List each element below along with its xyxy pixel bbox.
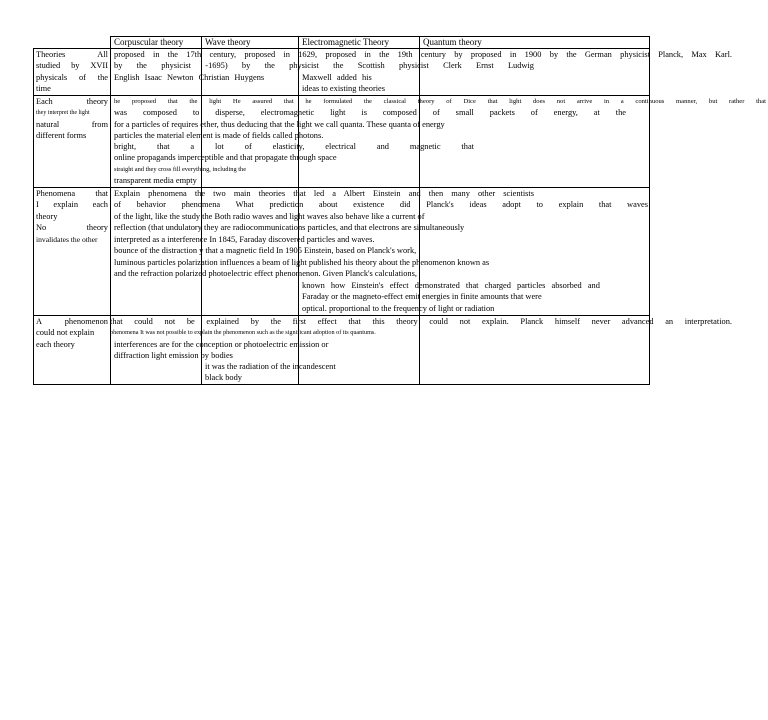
row-3-label: No theory: [36, 223, 108, 232]
row-1-label: physicals of the: [36, 73, 108, 82]
row-4-line: black body: [205, 373, 242, 382]
row-2-line: particles the material element is made of fields called photons.: [114, 131, 324, 140]
row-1-line: English Isaac Newton Christian Huygens: [114, 73, 265, 82]
row-3-line: of the light, like the study the Both radio waves and light waves also behave like a current of: [114, 212, 425, 221]
row-3-line: optical. proportional to the frequency of light or radiation: [302, 304, 495, 313]
row-3-line: bounce of the distraction y that a magnetic field In 1905 Einstein, based on Planck's work,: [114, 246, 417, 255]
row-3-label: theory: [36, 212, 58, 221]
col-border-right: [649, 36, 650, 385]
row-4-label: could not explain: [36, 328, 95, 337]
row-3-line: known how Einstein's effect demonstrated that charged particles absorbed and: [302, 281, 600, 290]
row-2-label: they interpret the light: [36, 110, 90, 116]
row-4-line: phenomena It was not possible to explain the phenomenon such as the significant adoption of its quantums.: [110, 329, 376, 336]
row-2-bottom-border: [33, 187, 649, 188]
header-corpuscular-theory: Corpuscular theory: [114, 37, 184, 47]
row-1-line: proposed in the 17th century, proposed in 1629, proposed in the 19th century by proposed in 1900 by the German physicist Planck, Max Karl.: [114, 50, 732, 59]
row-3-line: interpreted as a interference In 1845, Faraday discovered particles and waves.: [114, 235, 375, 244]
row-2-line: he proposed that the light He assured that he formulated the classical theory of Dice that light does not arrive in a continuous manner, but rather that: [114, 98, 766, 105]
row-2-line: transparent media empty: [114, 176, 197, 185]
row-2-line: straight and they cross fill everything, including the: [114, 166, 247, 173]
row-3-line: and the refraction polarized photoelectric effect phenomenon. Given Planck's calculations,: [114, 269, 417, 278]
row-2-line: was composed to disperse, electromagnetic light is composed of small packets of energy, at the: [114, 108, 626, 117]
row-2-label: natural from: [36, 120, 108, 129]
row-3-bottom-border: [33, 315, 649, 316]
row-2-line: for a particles of requires ether, thus deducing that the light we call quanta. These quanta of energy: [114, 120, 445, 129]
row-4-line: it was the radiation of the incandescent: [205, 362, 336, 371]
row-1-label: Theories All: [36, 50, 108, 59]
header-electromagnetic-theory: Electromagnetic Theory: [302, 37, 390, 47]
row-3-line: Faraday or the magneto-effect emit energies in finite amounts that were: [302, 292, 542, 301]
row-3-line: reflection (that undulatory they are radiocommunications particles, and that electrons are simultaneously: [114, 223, 465, 232]
header-bottom-border: [33, 48, 649, 49]
header-quantum-theory: Quantum theory: [423, 37, 482, 47]
row-4-line: that could not be explained by the first effect that this theory could not explain. Planck himself never advanced an interpretation.: [110, 317, 732, 326]
row-3-label: I explain each: [36, 200, 108, 209]
col-border-4: [419, 36, 420, 385]
row-4-line: interferences are for the conception or photoelectric emission or: [114, 340, 329, 349]
row-4-line: diffraction light emission by bodies: [114, 351, 233, 360]
row-1-label: studied by XVII: [36, 61, 108, 70]
row-3-label: Phenomena that: [36, 189, 108, 198]
row-4-label: each theory: [36, 340, 75, 349]
header-wave-theory: Wave theory: [205, 37, 251, 47]
row-2-line: online propagands imperceptible and that propagate through space: [114, 153, 337, 162]
row-2-label: different forms: [36, 131, 87, 140]
row-3-line: of behavior phenomena What prediction about existence did Planck's ideas adopt to explain that waves: [114, 200, 648, 209]
row-3-line: Explain phenomena the two main theories that led a Albert Einstein and then many other scientists: [114, 189, 534, 198]
row-4-label: A phenomenon: [36, 317, 108, 326]
row-1-line: Maxwell added his: [302, 73, 372, 82]
row-2-line: bright, that a lot of elasticity, electrical and magnetic that: [114, 142, 474, 151]
row-1-line: ideas to existing theories: [302, 84, 386, 93]
row-1-line: by the physicist -1695) by the physicist the Scottish physicist Clerk Ernst Ludwig: [114, 61, 534, 70]
row-3-label: invalidates the other: [36, 235, 98, 244]
row-2-label: Each theory: [36, 97, 108, 106]
col-border-left: [33, 48, 34, 385]
row-3-line: luminous particles polarization influences a beam of light published his theory about the phenomenon known as: [114, 258, 490, 267]
row-1-bottom-border: [33, 95, 649, 96]
table-bottom-border: [33, 384, 649, 385]
row-1-label: time: [36, 84, 51, 93]
